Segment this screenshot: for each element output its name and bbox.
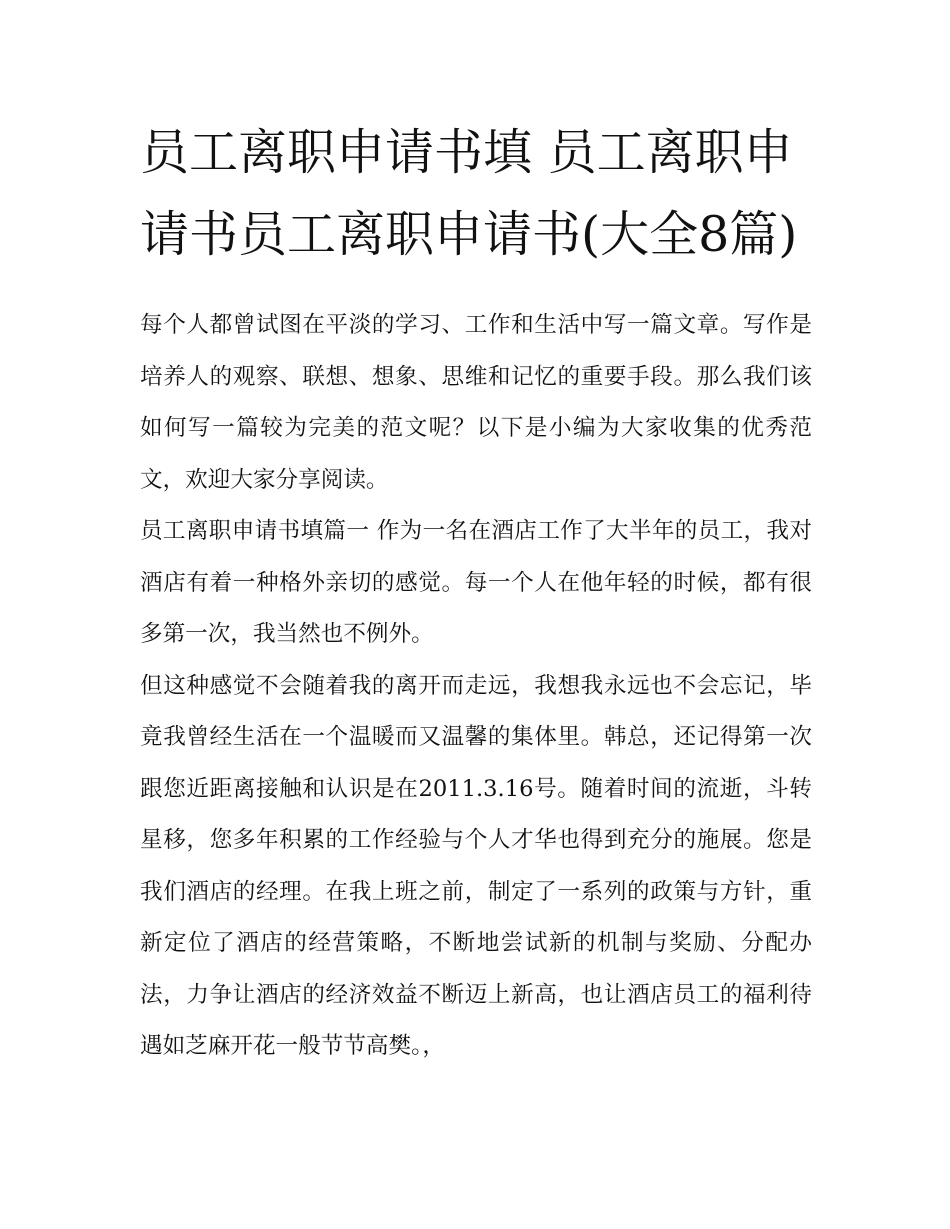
- document-title: 员工离职申请书填 员工离职申请书员工离职申请书(大全8篇): [140, 124, 798, 263]
- document-body: [140, 300, 812, 1073]
- paragraph-section-one: 员工离职申请书填篇一 作为一名在酒店工作了大半年的员工，我对酒店有着一种格外亲切的感觉。每一个人在他年轻的时候，都有很多第一次，我当然也不例外。: [140, 518, 812, 647]
- document-page: [140, 112, 812, 1073]
- paragraph-section-one-body: 但这种感觉不会随着我的离开而走远，我想我永远也不会忘记，毕竟我曾经生活在一个温暖而又温馨的集体里。韩总，还记得第一次跟您近距离接触和认识是在2011.3.16号。随着时间的流逝，斗转星移，您多年积累的工作经验与个人才华也得到充分的施展。您是我们酒店的经理。在我上班之前，制定了一系列的政策与方针，重新定位了酒店的经营策略，不断地尝试新的机制与奖励、分配办法，力争让酒店的经济效益不断迈上新高，也让酒店员工的福利待遇如芝麻开花一般节节高樊。，: [140, 672, 812, 1059]
- paragraph-intro: 每个人都曾试图在平淡的学习、工作和生活中写一篇文章。写作是培养人的观察、联想、想象、思维和记忆的重要手段。那么我们该如何写一篇较为完美的范文呢？以下是小编为大家收集的优秀范文，欢迎大家分享阅读。: [140, 312, 812, 493]
